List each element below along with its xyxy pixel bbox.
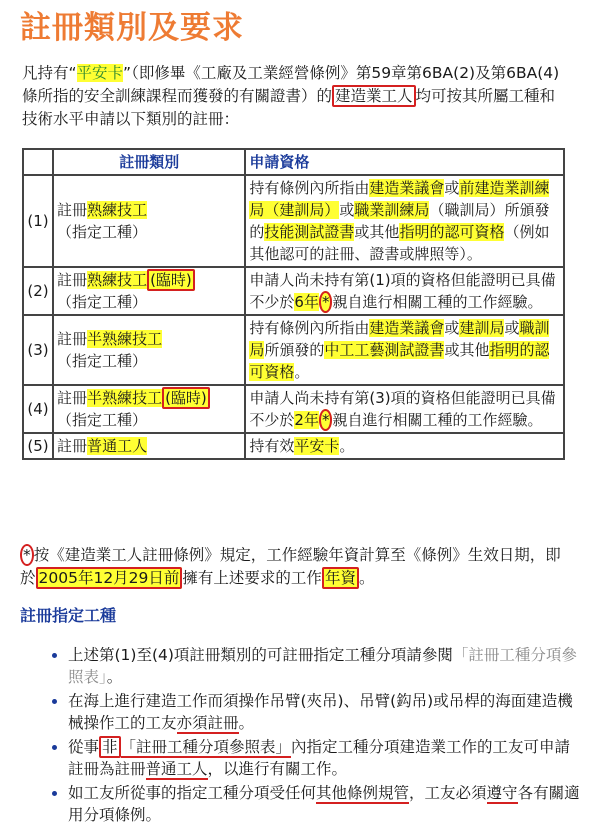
row-requirement [245,175,564,267]
requirement-text: 所頒發的 [264,341,325,359]
construction-worker-box: 建造業工人 [332,85,416,107]
requirement-text: 申請人尚未持有第(1)項的資格但能證明已具備不少於 [249,271,556,311]
registration-table [22,148,565,460]
cutoff-date: 2005年12月29日前 [36,567,183,589]
footnote-star: * [20,544,34,566]
category-line: 註冊半熟練技工 (臨時) [57,387,241,409]
requirement-text: （職訓局）所頒發的 [249,201,550,241]
section-title: 註冊指定工種 [20,606,117,625]
general-worker-underline: 普通工人 [145,760,208,778]
requirement-text: 親自進行相關工種的工作經驗。 [332,411,543,429]
temporary-box: (臨時) [162,387,210,409]
table-body [23,175,564,459]
list-item: • 在海上進行建造工作而須操作吊臂(夾吊)、吊臂(鈎吊)或吊桿的海面建造機械操作工的工友亦須註冊。 [68,690,580,734]
requirement-text: 申請人尚未持有第(3)項的資格但能證明已具備不少於 [249,389,556,429]
category-subtitle: （指定工種） [57,411,148,429]
category-subtitle: （指定工種） [57,223,148,241]
footnote: * 按《建造業工人註冊條例》規定，工作經驗年資計算至《條例》生效日期，即於 2005年12月29日前 擁有上述要求的工作 年資 。 [20,546,561,587]
list-item: • 從事 非 「註冊工種分項參照表」內指定工種分項建造業工作的工友可申請註冊為註冊普通工人，以進行有關工作。 [68,736,580,780]
table-row [23,175,564,267]
requirement-text: 親自進行相關工種的工作經驗。 [332,293,543,311]
requirement-text: 或其他 [354,223,400,241]
requirement-highlight: 技能測試證書 [264,223,355,241]
safety-card-highlight: 平安卡 [76,64,124,82]
table-row [23,315,564,385]
asterisk-mark: * [319,291,333,313]
table-header-row [23,149,564,175]
must-register-underline: 亦須註冊 [176,714,239,732]
years-experience: 年資 [322,567,359,589]
reference-table-underline: 「註冊工種分項參照表」 [120,738,292,756]
reference-table-link[interactable]: 「註冊工種分項參照表」 [68,646,577,686]
table-row [23,267,564,315]
category-subtitle: （指定工種） [57,352,148,370]
category-line: 註冊普通工人 [57,437,148,455]
category-line: 註冊熟練技工 (臨時) [57,269,241,291]
header-num [23,149,53,175]
category-highlight: 熟練技工 [87,201,148,219]
list-item: • 上述第(1)至(4)項註冊類別的可註冊指定工種分項請參閱「註冊工種分項參照表」。 [68,644,580,688]
requirement-text: 或 [444,319,460,337]
category-line: 註冊半熟練技工 [57,330,163,348]
requirement-highlight: 2年 [294,411,319,429]
category-subtitle: （指定工種） [57,293,148,311]
asterisk-mark: * [319,409,333,431]
category-line: 註冊熟練技工 [57,201,148,219]
not-box: 非 [99,736,121,758]
other-ordinances-underline: 其他條例規管 [316,784,410,802]
requirement-text: 或 [444,179,460,197]
designated-trades-list [46,644,580,828]
row-requirement [245,267,564,315]
row-category [53,175,245,267]
row-category [53,385,245,433]
requirement-highlight: 職業訓練局 [354,201,430,219]
requirement-text: （例如其他認可的註冊、證書或牌照等）。 [249,223,550,263]
requirement-highlight: 6年 [294,293,319,311]
row-requirement [245,385,564,433]
row-category [53,433,245,459]
requirement-text: 持有效 [249,437,295,455]
page-title: 註冊類別及要求 [20,10,244,46]
category-highlight: 普通工人 [87,437,148,455]
table-row [23,433,564,459]
row-number: (4) [23,385,53,433]
requirement-highlight: 前建造業訓練局（建訓局） [249,179,550,219]
category-highlight: 熟練技工 [87,271,148,289]
row-requirement [245,433,564,459]
category-highlight: 半熟練技工 [87,330,163,348]
intro-paragraph: 凡持有“平安卡”（即修畢《工廠及工業經營條例》第59章第6BA(2)及第6BA(4)條所指的安全訓練課程而獲發的有關證書）的 建造業工人 均可按其所屬工種和技術水平申請以下類別的註冊： [22,64,560,128]
row-requirement [245,315,564,385]
requirement-highlight: 建造業議會 [369,319,445,337]
row-category [53,315,245,385]
temporary-box: (臨時) [147,269,195,291]
requirement-text: 持有條例內所指由 [249,179,370,197]
requirement-text: 持有條例內所指由 [249,319,370,337]
comply-underline: 遵守 [486,784,518,802]
row-number: (5) [23,433,53,459]
table-row [23,385,564,433]
requirement-highlight: 職訓局 [249,319,550,359]
header-requirement: 申請資格 [245,149,564,175]
requirement-highlight: 建造業議會 [369,179,445,197]
row-number: (3) [23,315,53,385]
requirement-highlight: 建訓局 [459,319,505,337]
requirement-text: 。 [339,437,355,455]
requirement-highlight: 平安卡 [294,437,340,455]
requirement-text: 或 [504,319,520,337]
requirement-highlight: 中工工藝測試證書 [324,341,445,359]
list-item: • 如工友所從事的指定工種分項受任何其他條例規管，工友必須遵守各有關適用分項條例。 [68,782,580,826]
row-category [53,267,245,315]
requirement-highlight: 指明的認可資格 [249,341,550,381]
header-category: 註冊類別 [53,149,245,175]
requirement-text: 或其他 [444,341,490,359]
requirement-text: 。 [294,363,310,381]
row-number: (2) [23,267,53,315]
requirement-highlight: 指明的認可資格 [399,223,505,241]
requirement-text: 或 [339,201,355,219]
category-highlight: 半熟練技工 [87,389,163,407]
row-number: (1) [23,175,53,267]
